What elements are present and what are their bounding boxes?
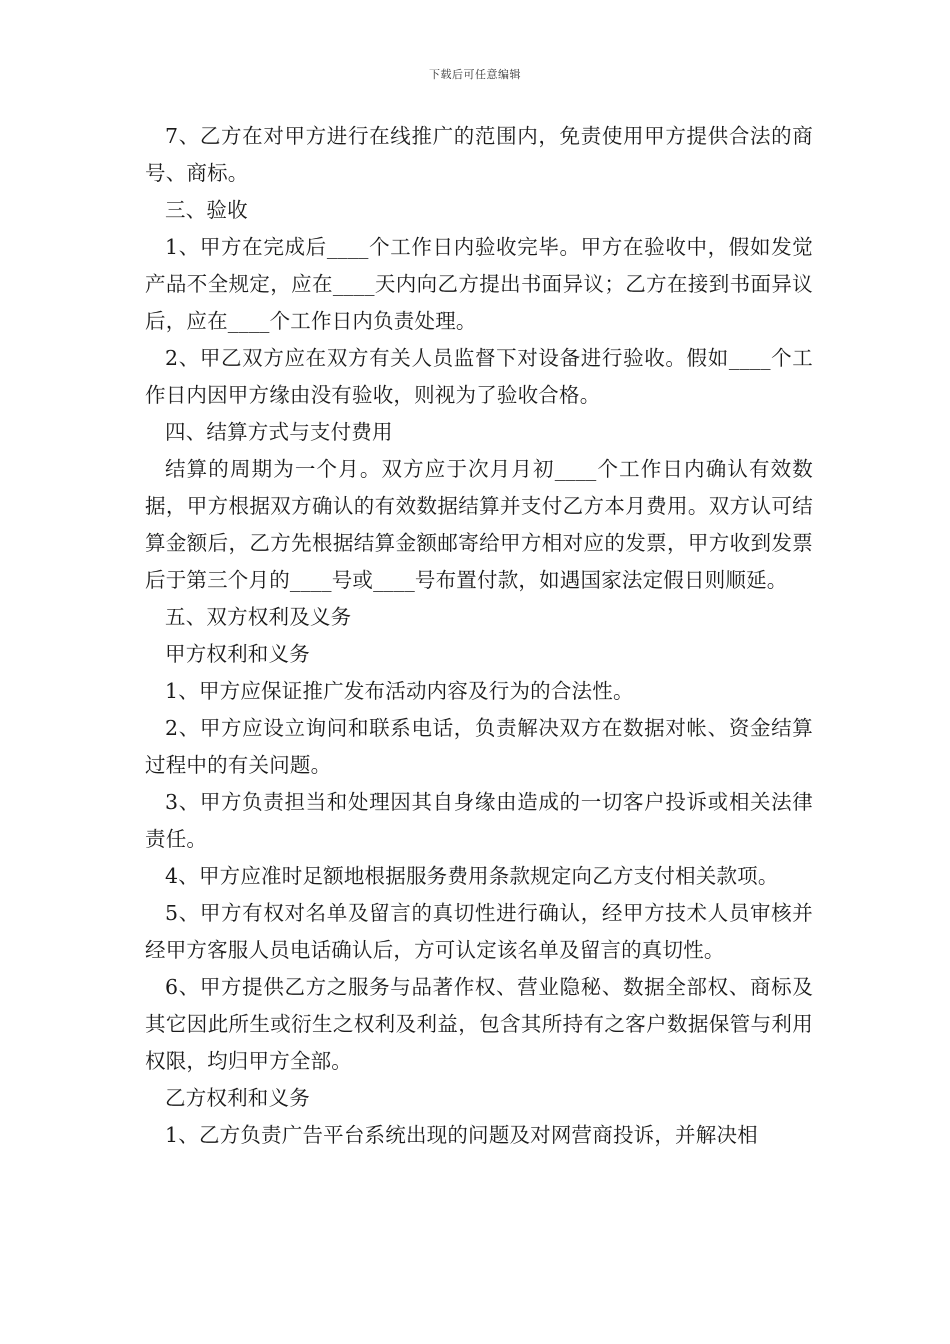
section-heading-acceptance: 三、验收 bbox=[165, 198, 248, 222]
paragraph-clause-7: 7、乙方在对甲方进行在线推广的范围内，免责使用甲方提供合法的商号、商标。 bbox=[145, 124, 813, 185]
paragraph-party-a-1: 1、甲方应保证推广发布活动内容及行为的合法性。 bbox=[165, 679, 634, 703]
paragraph-party-a-6: 6、甲方提供乙方之服务与品著作权、营业隐秘、数据全部权、商标及其它因此所生或衍生之权利及利益，包含其所持有之客户数据保管与利用权限，均归甲方全部。 bbox=[145, 975, 813, 1073]
subheading-party-a: 甲方权利和义务 bbox=[165, 642, 310, 666]
paragraph-party-a-4: 4、甲方应准时足额地根据服务费用条款规定向乙方支付相关款项。 bbox=[165, 864, 779, 888]
header-note: 下载后可任意编辑 bbox=[429, 68, 521, 81]
paragraph-party-a-5: 5、甲方有权对名单及留言的真切性进行确认，经甲方技术人员审核并经甲方客服人员电话确认后，方可认定该名单及留言的真切性。 bbox=[145, 901, 813, 962]
subheading-party-b: 乙方权利和义务 bbox=[165, 1086, 310, 1110]
section-heading-settlement: 四、结算方式与支付费用 bbox=[165, 420, 393, 444]
document-body bbox=[145, 118, 813, 1154]
paragraph-party-a-2: 2、甲方应设立询问和联系电话，负责解决双方在数据对帐、资金结算过程中的有关问题。 bbox=[145, 716, 813, 777]
paragraph-settlement: 结算的周期为一个月。双方应于次月月初____个工作日内确认有效数据，甲方根据双方确认的有效数据结算并支付乙方本月费用。双方认可结算金额后，乙方先根据结算金额邮寄给甲方相对应的发票，甲方收到发票后于第三个月的____号或____号布置付款，如遇国家法定假日则顺延。 bbox=[145, 457, 813, 592]
paragraph-party-b-1: 1、乙方负责广告平台系统出现的问题及对网营商投诉，并解决相 bbox=[165, 1123, 758, 1147]
paragraph-acceptance-1: 1、甲方在完成后____个工作日内验收完毕。甲方在验收中，假如发觉产品不全规定，应在____天内向乙方提出书面异议；乙方在接到书面异议后，应在____个工作日内负责处理。 bbox=[145, 235, 813, 333]
paragraph-acceptance-2: 2、甲乙双方应在双方有关人员监督下对设备进行验收。假如____个工作日内因甲方缘由没有验收，则视为了验收合格。 bbox=[145, 346, 813, 407]
paragraph-party-a-3: 3、甲方负责担当和处理因其自身缘由造成的一切客户投诉或相关法律责任。 bbox=[145, 790, 813, 851]
section-heading-rights: 五、双方权利及义务 bbox=[165, 605, 352, 629]
